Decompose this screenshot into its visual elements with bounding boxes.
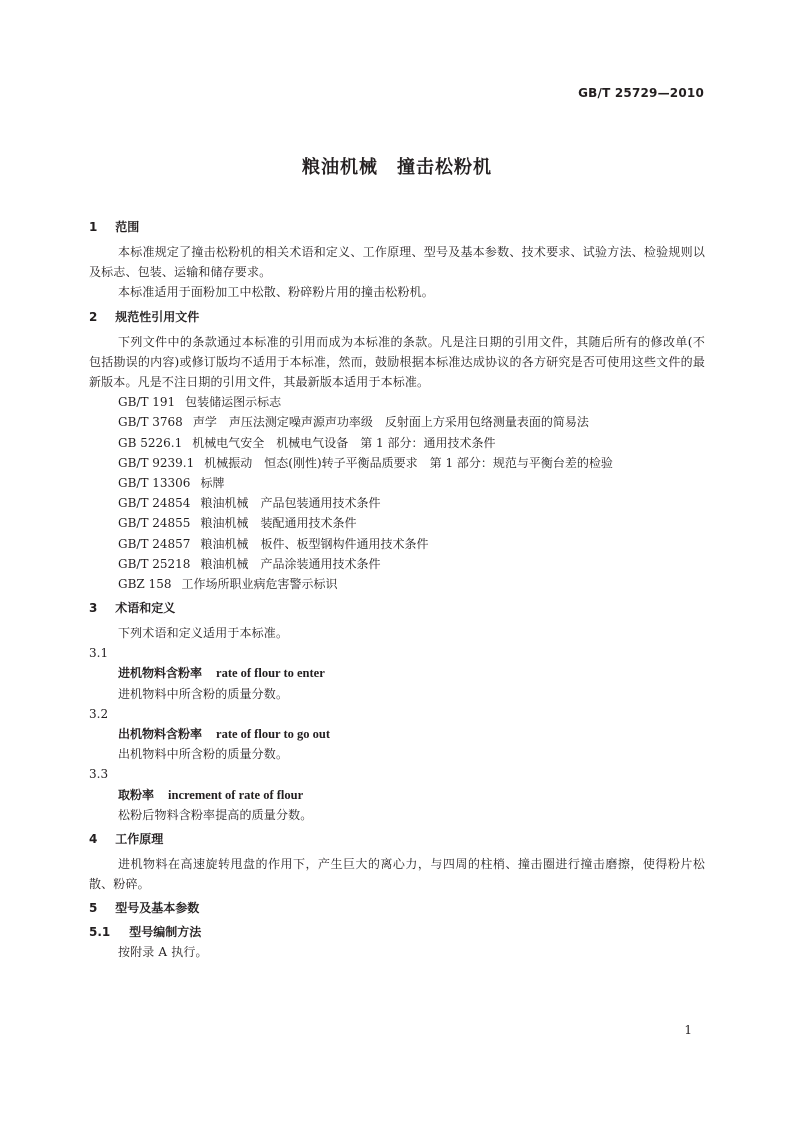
reference-code: GB 5226.1 — [118, 435, 183, 450]
reference-code: GB/T 24855 — [118, 516, 191, 531]
reference-title: 机械振动 恒态(刚性)转子平衡品质要求 第 1 部分：规范与平衡台差的检验 — [204, 455, 613, 470]
paragraph: 本标准规定了撞击松粉机的相关术语和定义、工作原理、型号及基本参数、技术要求、试验方法、检验规则以及标志、包装、运输和储存要求。 — [89, 245, 705, 280]
reference-item — [89, 453, 705, 473]
reference-code: GBZ 158 — [118, 576, 172, 591]
section-number: 5 — [89, 901, 98, 916]
reference-item — [89, 513, 705, 533]
term-definition: 松粉后物料含粉率提高的质量分数。 — [118, 807, 313, 822]
document-title: 粮油机械 撞击松粉机 — [302, 157, 492, 178]
reference-item — [89, 534, 705, 554]
term-entry — [89, 785, 705, 805]
reference-item — [89, 412, 705, 432]
reference-code: GB/T 3768 — [118, 415, 183, 430]
standard-code: GB/T 25729—2010 — [578, 86, 704, 100]
term-name-en: rate of flour to enter — [216, 666, 325, 681]
section-title: 规范性引用文件 — [115, 309, 200, 324]
term-entry — [89, 663, 705, 683]
subsection-number: 5.1 — [89, 925, 111, 940]
reference-item — [89, 392, 705, 412]
paragraph: 本标准适用于面粉加工中松散、粉碎粉片用的撞击松粉机。 — [118, 285, 434, 300]
reference-item — [89, 493, 705, 513]
paragraph: 按附录 A 执行。 — [118, 945, 208, 960]
document-body — [89, 217, 705, 963]
section-5-heading — [89, 898, 705, 918]
subsection-title: 型号编制方法 — [129, 925, 202, 940]
reference-code: GB/T 9239.1 — [118, 455, 195, 470]
reference-title: 包装储运图示标志 — [185, 395, 282, 410]
reference-item — [89, 433, 705, 453]
reference-title: 粮油机械 装配通用技术条件 — [200, 516, 357, 531]
reference-code: GB/T 24857 — [118, 536, 191, 551]
section-1-heading — [89, 217, 705, 237]
reference-title: 粮油机械 产品包装通用技术条件 — [200, 496, 381, 511]
reference-item — [89, 473, 705, 493]
term-number: 3.2 — [89, 706, 109, 721]
term-name-en: increment of rate of flour — [168, 787, 304, 802]
paragraph: 进机物料在高速旋转甩盘的作用下，产生巨大的离心力，与四周的柱梢、撞击圈进行撞击磨擦，使得粉片松散、粉碎。 — [89, 857, 705, 892]
section-number: 3 — [89, 601, 98, 616]
section-number: 2 — [89, 309, 98, 324]
reference-code: GB/T 191 — [118, 395, 176, 410]
reference-title: 粮油机械 板件、板型钢构件通用技术条件 — [200, 536, 429, 551]
section-2-heading — [89, 307, 705, 327]
term-entry — [89, 724, 705, 744]
section-number: 4 — [89, 832, 98, 847]
term-name-en: rate of flour to go out — [216, 727, 330, 742]
section-title: 型号及基本参数 — [115, 901, 200, 916]
section-title: 工作原理 — [115, 832, 164, 847]
reference-list — [89, 392, 705, 594]
reference-title: 工作场所职业病危害警示标识 — [181, 576, 338, 591]
reference-title: 粮油机械 产品涂装通用技术条件 — [200, 556, 381, 571]
reference-code: GB/T 13306 — [118, 475, 191, 490]
reference-code: GB/T 24854 — [118, 496, 191, 511]
paragraph: 下列文件中的条款通过本标准的引用而成为本标准的条款。凡是注日期的引用文件，其随后所有的修改单(不包括勘误的内容)或修订版均不适用于本标准，然而，鼓励根据本标准达成协议的各方研究是否可使用这些文件的最新版本。凡是不注日期的引用文件，其最新版本适用于本标准。 — [89, 334, 705, 390]
term-number: 3.1 — [89, 646, 109, 661]
reference-title: 标牌 — [200, 475, 225, 490]
term-number: 3.3 — [89, 767, 109, 782]
term-name-zh: 出机物料含粉率 — [118, 727, 203, 742]
subsection-5-1-heading — [89, 922, 705, 942]
term-name-zh: 进机物料含粉率 — [118, 666, 203, 681]
term-definition: 出机物料中所含粉的质量分数。 — [118, 747, 289, 762]
section-number: 1 — [89, 220, 98, 234]
section-title: 术语和定义 — [115, 601, 176, 616]
page-number: 1 — [684, 1023, 692, 1037]
reference-title: 声学 声压法测定噪声源声功率级 反射面上方采用包络测量表面的简易法 — [192, 415, 589, 430]
reference-item — [89, 574, 705, 594]
term-definition: 进机物料中所含粉的质量分数。 — [118, 686, 289, 701]
reference-item — [89, 554, 705, 574]
reference-title: 机械电气安全 机械电气设备 第 1 部分：通用技术条件 — [192, 435, 496, 450]
paragraph: 下列术语和定义适用于本标准。 — [118, 626, 289, 641]
section-4-heading — [89, 829, 705, 849]
term-name-zh: 取粉率 — [118, 787, 155, 802]
reference-code: GB/T 25218 — [118, 556, 191, 571]
section-title: 范围 — [115, 220, 140, 234]
section-3-heading — [89, 598, 705, 618]
